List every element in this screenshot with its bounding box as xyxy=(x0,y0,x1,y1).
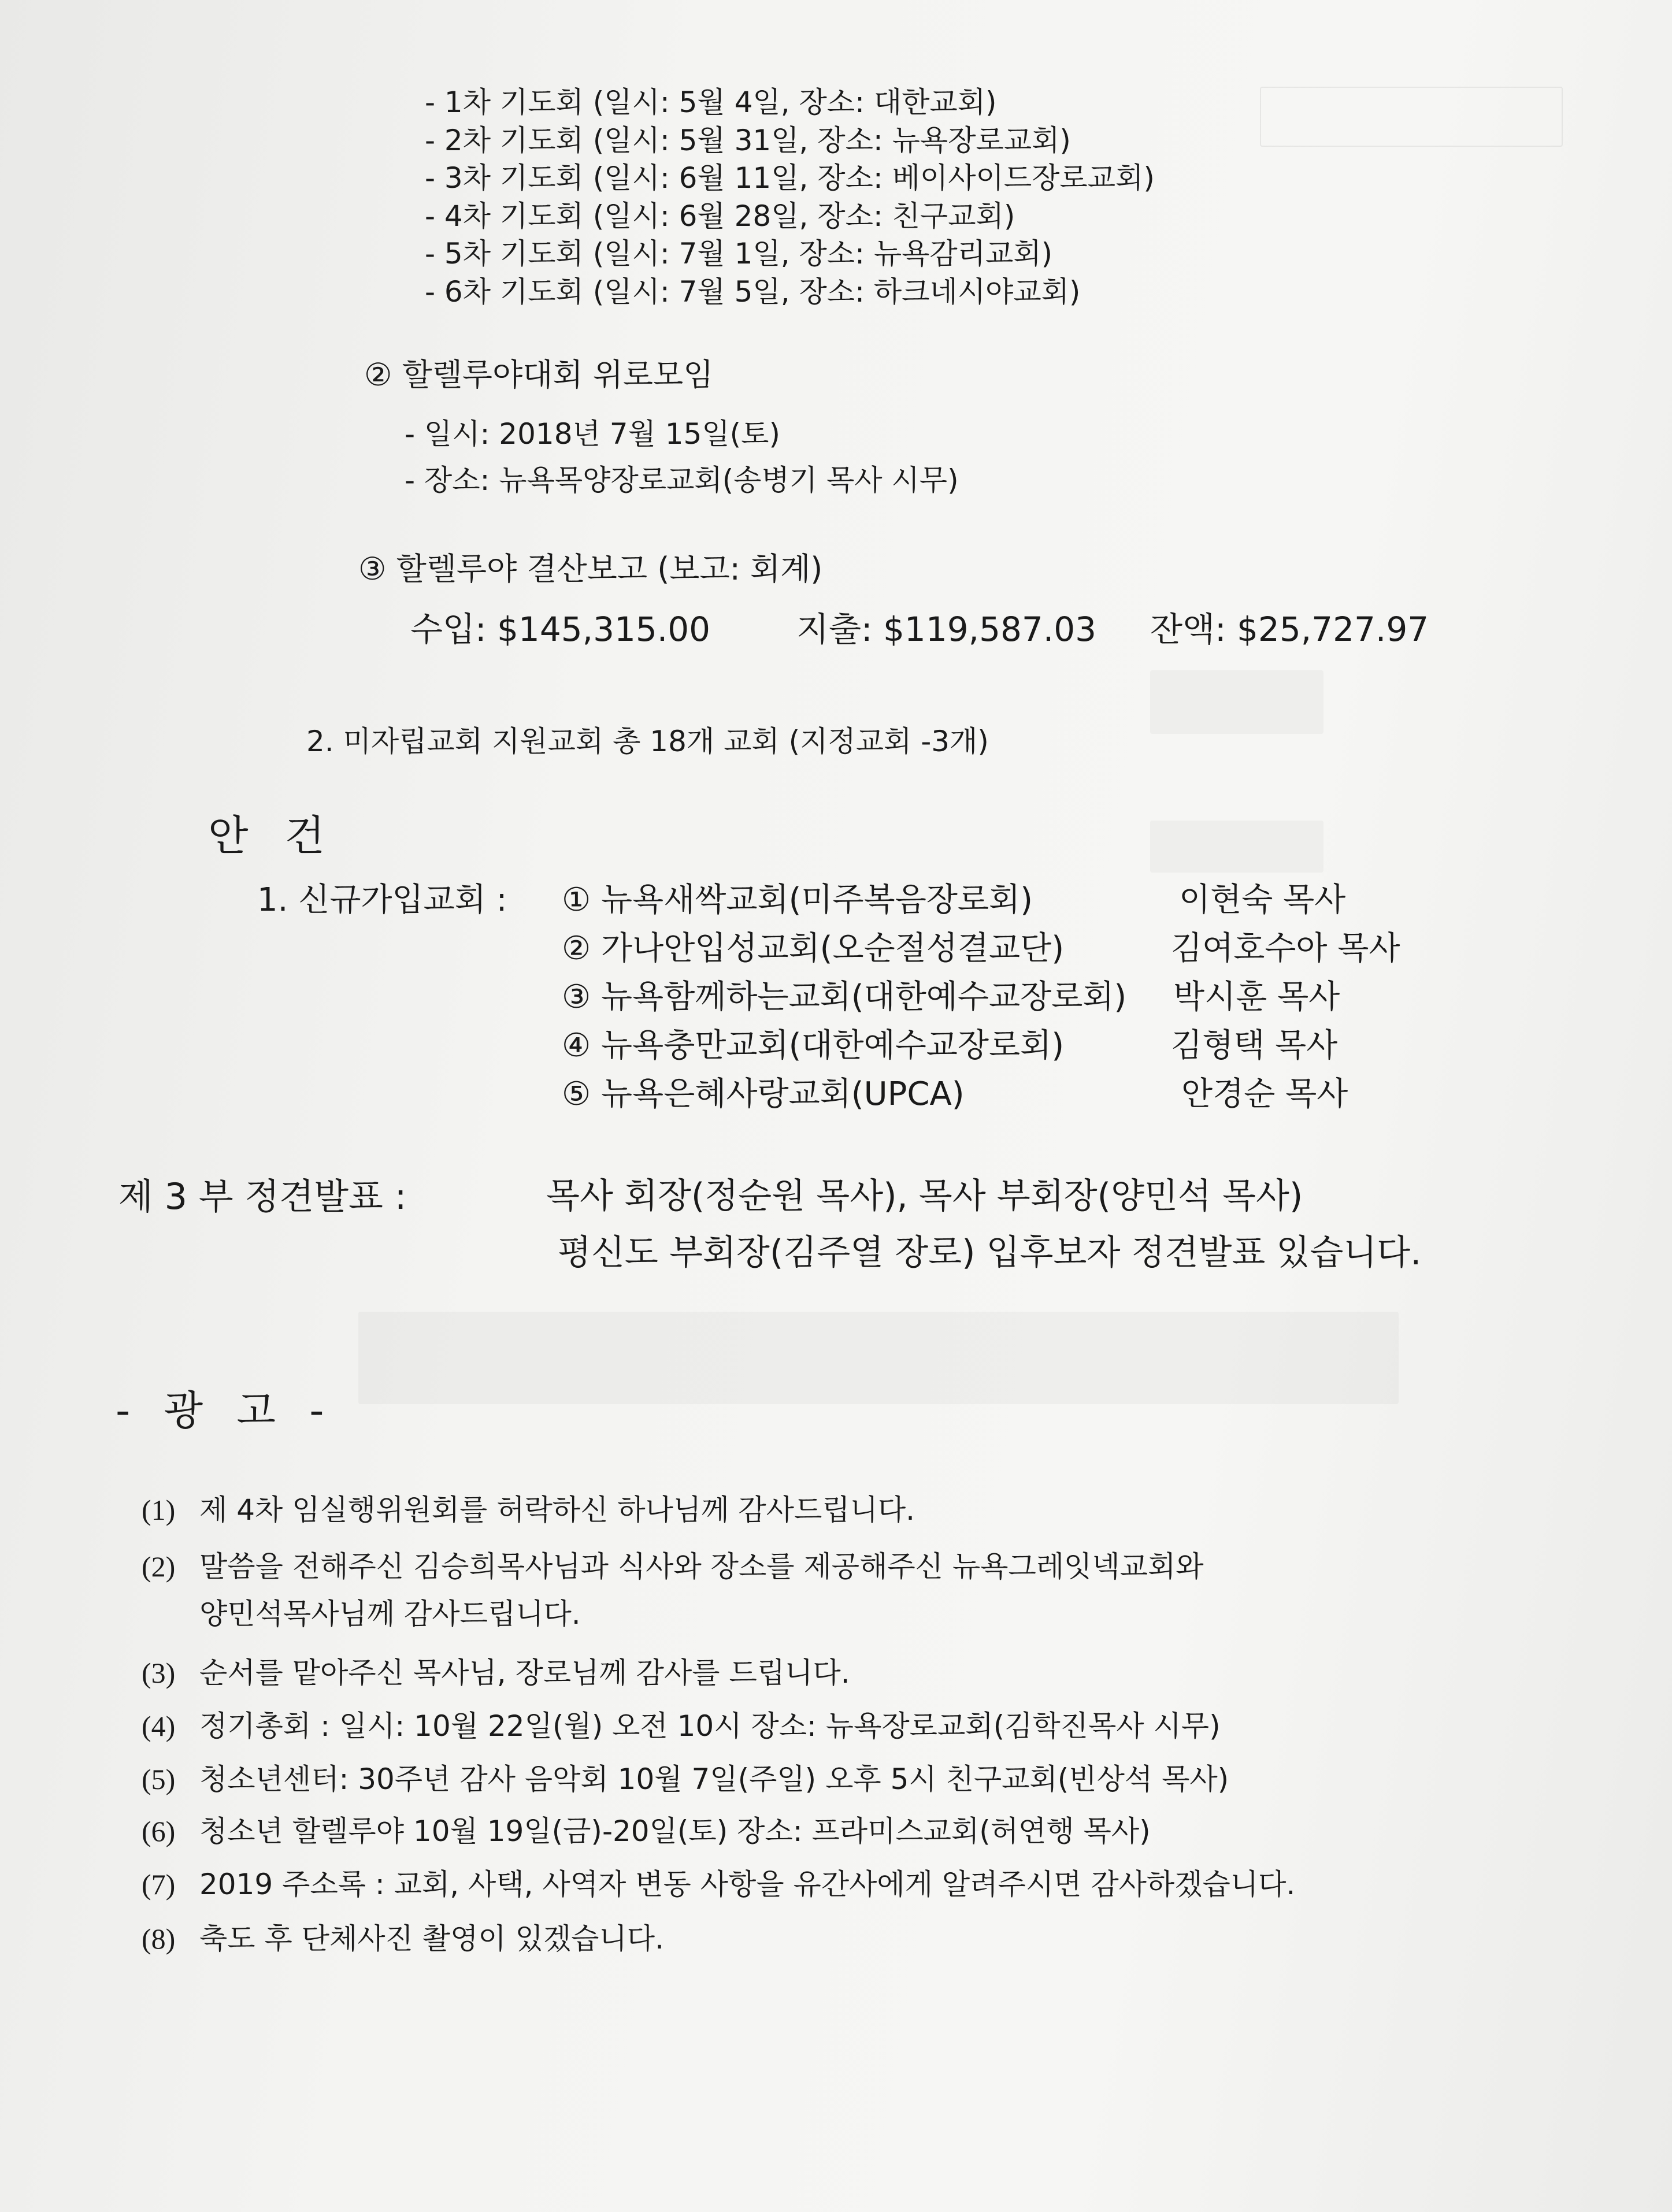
announcement-text: 청소년센터: 30주년 감사 음악회 10월 7일(주일) 오후 5시 친구교회(빈상석 목사) xyxy=(199,1762,1229,1796)
announcement-number: (3) xyxy=(142,1657,176,1689)
announcement-number: (7) xyxy=(142,1868,176,1901)
new-church-5: ⑤ 뉴욕은혜사랑교회(UPCA) xyxy=(562,1075,965,1113)
bleed-through-box xyxy=(1150,821,1323,873)
settlement-expense: 지출: $119,587.03 xyxy=(796,610,1097,649)
settlement-heading: ③ 할렐루야 결산보고 (보고: 회계) xyxy=(358,551,823,587)
announcement-text: 축도 후 단체사진 촬영이 있겠습니다. xyxy=(199,1922,664,1955)
new-church-4-pastor: 김형택 목사 xyxy=(1171,1027,1338,1064)
comfort-meeting-date: - 일시: 2018년 7월 15일(토) xyxy=(405,417,780,451)
new-church-3: ③ 뉴욕함께하는교회(대한예수교장로회) xyxy=(562,978,1127,1016)
part3-label: 제 3 부 정견발표 : xyxy=(118,1175,407,1218)
announcement-2 xyxy=(142,1552,1204,1581)
announcement-text: 2019 주소록 : 교회, 사택, 사역자 변동 사항을 유간사에게 알려주시면 감사하겠습니다. xyxy=(199,1868,1296,1901)
new-churches-label: 1. 신규가입교회 : xyxy=(257,881,507,919)
part3-line-1: 목사 회장(정순원 목사), 목사 부회장(양민석 목사) xyxy=(546,1176,1303,1216)
announcement-text: 정기총회 : 일시: 10월 22일(월) 오전 10시 장소: 뉴욕장로교회(김학진목사 시무) xyxy=(199,1709,1221,1743)
prayer-meeting-4: - 4차 기도회 (일시: 6월 28일, 장소: 친구교회) xyxy=(425,199,1015,233)
announcement-8 xyxy=(142,1924,664,1953)
new-church-1: ① 뉴욕새싹교회(미주복음장로회) xyxy=(562,881,1033,919)
announcement-5 xyxy=(142,1762,1229,1796)
bleed-through-box xyxy=(1150,670,1323,734)
announcement-text: 순서를 맡아주신 목사님, 장로님께 감사를 드립니다. xyxy=(199,1656,850,1690)
comfort-meeting-heading: ② 할렐루야대회 위로모임 xyxy=(364,357,714,393)
prayer-meeting-6: - 6차 기도회 (일시: 7월 5일, 장소: 하크네시야교회) xyxy=(425,275,1081,309)
new-church-4: ④ 뉴욕충만교회(대한예수교장로회) xyxy=(562,1027,1065,1064)
announcement-number: (4) xyxy=(142,1710,176,1742)
announcement-1 xyxy=(142,1493,915,1527)
announcement-number: (8) xyxy=(142,1922,176,1955)
agenda-heading: 안 건 xyxy=(208,811,336,860)
announcement-2-cont: 양민석목사님께 감사드립니다. xyxy=(199,1597,581,1631)
announcements-heading: - 광 고 - xyxy=(116,1387,335,1434)
announcement-3 xyxy=(142,1656,850,1690)
support-churches: 2. 미자립교회 지원교회 총 18개 교회 (지정교회 -3개) xyxy=(306,725,989,758)
new-church-5-pastor: 안경순 목사 xyxy=(1181,1075,1348,1113)
new-church-2-pastor: 김여호수아 목사 xyxy=(1171,930,1400,967)
announcement-7 xyxy=(142,1870,1295,1899)
announcement-number: (2) xyxy=(142,1550,176,1583)
new-church-2: ② 가나안입성교회(오순절성결교단) xyxy=(562,930,1065,967)
announcement-text: 청소년 할렐루야 10월 19일(금)-20일(토) 장소: 프라미스교회(허연행 목사) xyxy=(199,1814,1151,1848)
comfort-meeting-place: - 장소: 뉴욕목양장로교회(송병기 목사 시무) xyxy=(405,463,959,497)
announcement-number: (1) xyxy=(142,1494,176,1526)
announcement-number: (6) xyxy=(142,1815,176,1847)
new-church-1-pastor: 이현숙 목사 xyxy=(1179,881,1346,919)
prayer-meeting-5: - 5차 기도회 (일시: 7월 1일, 장소: 뉴욕감리교회) xyxy=(425,237,1053,270)
announcement-number: (5) xyxy=(142,1763,176,1795)
prayer-meeting-3: - 3차 기도회 (일시: 6월 11일, 장소: 베이사이드장로교회) xyxy=(425,161,1155,195)
bleed-through-box xyxy=(1260,87,1563,147)
announcement-text: 말씀을 전해주신 김승희목사님과 식사와 장소를 제공해주신 뉴욕그레잇넥교회와 xyxy=(199,1550,1204,1583)
prayer-meeting-1: - 1차 기도회 (일시: 5월 4일, 장소: 대한교회) xyxy=(425,86,997,119)
prayer-meeting-2: - 2차 기도회 (일시: 5월 31일, 장소: 뉴욕장로교회) xyxy=(425,124,1071,157)
bleed-through-box xyxy=(358,1312,1399,1404)
settlement-income: 수입: $145,315.00 xyxy=(410,610,711,649)
settlement-balance: 잔액: $25,727.97 xyxy=(1150,610,1429,649)
announcement-text: 제 4차 임실행위원회를 허락하신 하나님께 감사드립니다. xyxy=(199,1493,915,1527)
announcement-4 xyxy=(142,1709,1221,1743)
new-church-3-pastor: 박시훈 목사 xyxy=(1173,978,1340,1016)
announcement-6 xyxy=(142,1814,1151,1848)
part3-line-2: 평신도 부회장(김주열 장로) 입후보자 정견발표 있습니다. xyxy=(558,1233,1422,1273)
